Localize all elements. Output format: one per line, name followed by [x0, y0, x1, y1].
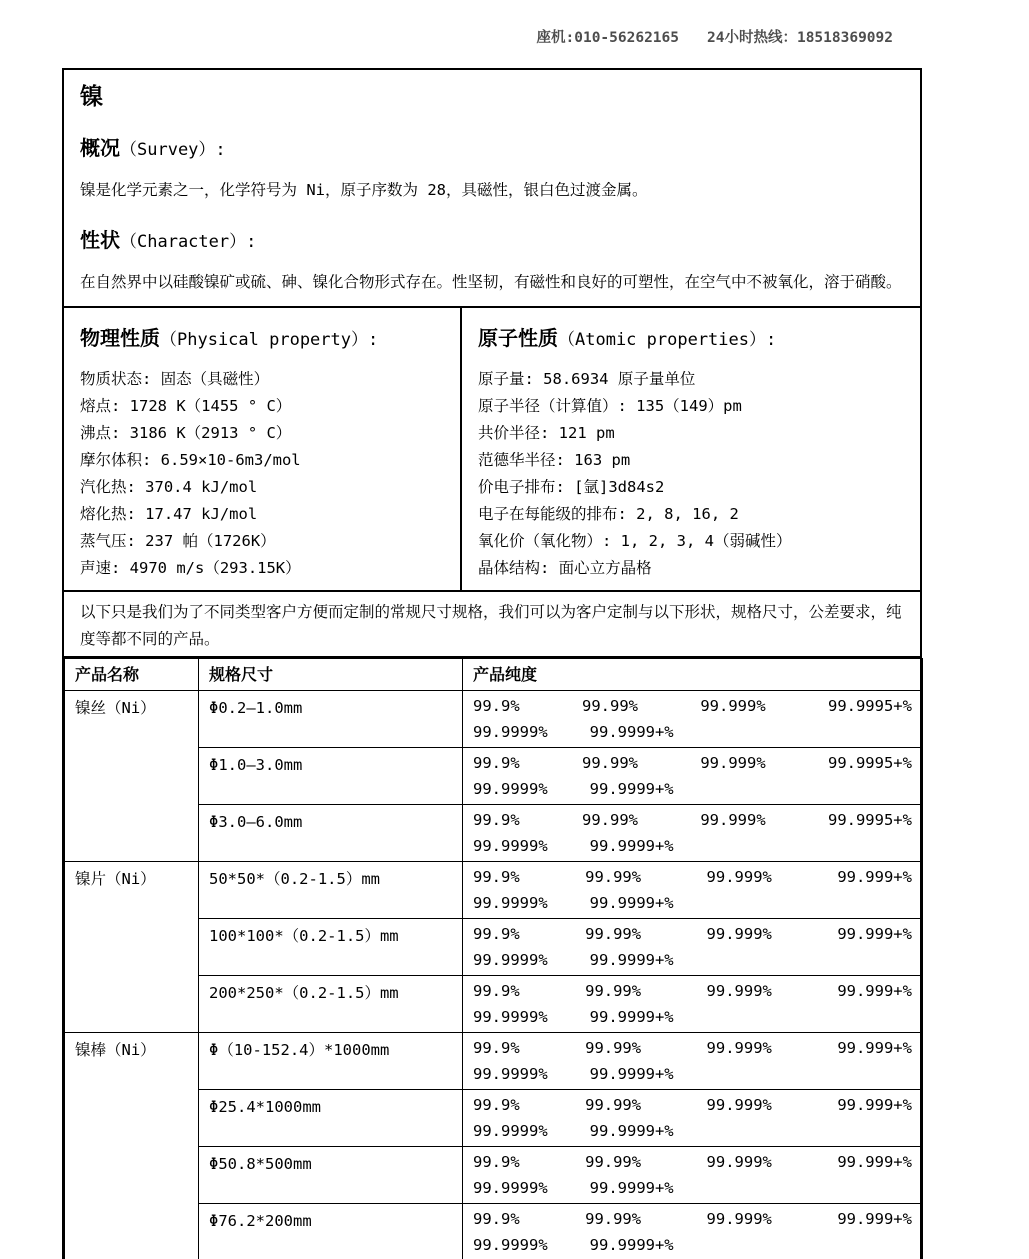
products-table: [64, 658, 923, 1259]
purity-value: 99.99%: [585, 982, 642, 1000]
purity-line: [473, 807, 912, 833]
purity-line: [473, 776, 912, 802]
purity-value: 99.999+%: [837, 925, 912, 943]
purity-value: 99.9%: [473, 754, 520, 772]
atomic-properties-panel: [462, 308, 920, 590]
properties-section: [64, 308, 920, 592]
purity-line: [473, 1035, 912, 1061]
purity-value: 99.9%: [473, 925, 520, 943]
purity-value: 99.9999%: [473, 1236, 548, 1254]
purity-value: 99.9999%: [473, 1122, 548, 1140]
purity-value: 99.9%: [473, 697, 520, 715]
physical-heading-en: （Physical property）:: [160, 330, 379, 350]
property-line: 蒸气压: 237 帕（1726K）: [80, 532, 276, 550]
purity-value: 99.99%: [585, 1153, 642, 1171]
purity-value: 99.9999%: [473, 894, 548, 912]
table-header-row: [65, 659, 923, 691]
purity-line: [473, 719, 912, 745]
purity-value: 99.999+%: [837, 1039, 912, 1057]
physical-properties-panel: [64, 308, 462, 590]
purity-line: [473, 1175, 912, 1201]
purity-value: 99.9%: [473, 1096, 520, 1114]
purity-value: 99.9999+%: [589, 837, 674, 855]
purity-line: [473, 947, 912, 973]
purity-value: 99.999%: [706, 1153, 772, 1171]
purity-value: 99.9999%: [473, 951, 548, 969]
purity-line: [473, 1092, 912, 1118]
product-group-name: 镍棒（Ni）: [65, 1033, 199, 1259]
atomic-properties-heading: [478, 324, 904, 354]
property-line: 原子半径（计算值）: 135（149）pm: [478, 397, 742, 415]
product-spec: Φ（10-152.4）*1000mm: [199, 1033, 463, 1090]
contact-hotline: 24小时热线：18518369092: [707, 30, 893, 46]
purity-line: [473, 1118, 912, 1144]
purity-value: 99.999%: [706, 1096, 772, 1114]
physical-properties-list: [80, 366, 444, 582]
purity-value: 99.9%: [473, 1153, 520, 1171]
survey-heading-en: （Survey）:: [120, 140, 226, 160]
product-purity: [463, 862, 923, 919]
purity-value: 99.99%: [585, 1210, 642, 1228]
purity-value: 99.9999+%: [589, 1008, 674, 1026]
survey-text: 镍是化学元素之一，化学符号为 Ni，原子序数为 28，具磁性，银白色过渡金属。: [80, 181, 648, 199]
purity-line: [473, 1206, 912, 1232]
table-row: [65, 862, 923, 919]
purity-value: 99.99%: [585, 868, 642, 886]
purity-value: 99.9999+%: [589, 723, 674, 741]
property-line: 声速: 4970 m/s（293.15K）: [80, 559, 301, 577]
purity-value: 99.99%: [585, 1039, 642, 1057]
purity-value: 99.999%: [706, 1039, 772, 1057]
purity-value: 99.9999%: [473, 1008, 548, 1026]
table-row: [65, 1033, 923, 1090]
purity-value: 99.999%: [700, 697, 766, 715]
purity-line: [473, 921, 912, 947]
purity-value: 99.9995+%: [827, 754, 912, 772]
purity-line: [473, 1149, 912, 1175]
purity-value: 99.9%: [473, 1039, 520, 1057]
purity-line: [473, 890, 912, 916]
purity-value: 99.999+%: [837, 1210, 912, 1228]
purity-value: 99.9%: [473, 1210, 520, 1228]
property-line: 共价半径: 121 pm: [478, 424, 615, 442]
product-purity: [463, 976, 923, 1033]
purity-value: 99.9999+%: [589, 1065, 674, 1083]
purity-line: [473, 750, 912, 776]
product-group-name: 镍片（Ni）: [65, 862, 199, 1033]
purity-value: 99.9999%: [473, 1065, 548, 1083]
property-line: 原子量: 58.6934 原子量单位: [478, 370, 696, 388]
purity-value: 99.999+%: [837, 1153, 912, 1171]
column-header-spec-size: 规格尺寸: [199, 659, 463, 691]
atomic-heading-en: （Atomic properties）:: [558, 330, 777, 350]
purity-value: 99.9%: [473, 811, 520, 829]
physical-properties-heading: [80, 324, 444, 354]
purity-value: 99.9999%: [473, 723, 548, 741]
table-row: [65, 691, 923, 748]
purity-line: [473, 833, 912, 859]
product-purity: [463, 1033, 923, 1090]
property-line: 熔点: 1728 K（1455 ° C）: [80, 397, 292, 415]
purity-value: 99.99%: [582, 811, 638, 829]
property-line: 物质状态: 固态（具磁性）: [80, 370, 270, 388]
purity-value: 99.999%: [706, 868, 772, 886]
purity-value: 99.999%: [700, 754, 766, 772]
content-box: [62, 68, 922, 1259]
product-purity: [463, 1204, 923, 1259]
product-spec: 100*100*（0.2-1.5）mm: [199, 919, 463, 976]
purity-value: 99.999%: [700, 811, 766, 829]
product-purity: [463, 805, 923, 862]
purity-value: 99.99%: [585, 925, 642, 943]
purity-value: 99.9999%: [473, 1179, 548, 1197]
purity-value: 99.9999+%: [589, 1236, 674, 1254]
product-spec: Φ0.2—1.0mm: [199, 691, 463, 748]
product-purity: [463, 919, 923, 976]
purity-value: 99.9999%: [473, 837, 548, 855]
character-text: 在自然界中以硅酸镍矿或硫、砷、镍化合物形式存在。性坚韧，有磁性和良好的可塑性，在空气中不被氧化，溶于硝酸。: [80, 273, 902, 291]
physical-heading-cn: 物理性质: [80, 326, 160, 350]
product-spec: Φ3.0—6.0mm: [199, 805, 463, 862]
survey-heading-cn: 概况: [80, 136, 120, 160]
purity-value: 99.9999%: [473, 780, 548, 798]
property-line: 沸点: 3186 K（2913 ° C）: [80, 424, 292, 442]
purity-value: 99.99%: [582, 697, 638, 715]
property-line: 价电子排布: [氩]3d84s2: [478, 478, 665, 496]
page-title: 镍: [80, 84, 103, 110]
purity-value: 99.9%: [473, 982, 520, 1000]
property-line: 晶体结构: 面心立方晶格: [478, 559, 652, 577]
purity-line: [473, 1004, 912, 1030]
purity-value: 99.9999+%: [589, 894, 674, 912]
product-group-name: 镍丝（Ni）: [65, 691, 199, 862]
purity-value: 99.9999+%: [589, 951, 674, 969]
column-header-product-name: 产品名称: [65, 659, 199, 691]
purity-value: 99.999+%: [837, 1096, 912, 1114]
product-spec: Φ50.8*500mm: [199, 1147, 463, 1204]
product-spec: 50*50*（0.2-1.5）mm: [199, 862, 463, 919]
purity-line: [473, 864, 912, 890]
purity-value: 99.9995+%: [827, 697, 912, 715]
survey-heading: [80, 134, 904, 164]
product-spec: Φ76.2*200mm: [199, 1204, 463, 1259]
property-line: 摩尔体积: 6.59×10-6m3/mol: [80, 451, 301, 469]
contact-phone: 座机:010-56262165: [536, 30, 679, 46]
character-heading-cn: 性状: [80, 228, 120, 252]
contact-info: [537, 26, 894, 47]
product-purity: [463, 1147, 923, 1204]
purity-value: 99.9999+%: [589, 1179, 674, 1197]
column-header-purity: 产品纯度: [463, 659, 923, 691]
product-spec: 200*250*（0.2-1.5）mm: [199, 976, 463, 1033]
product-purity: [463, 1090, 923, 1147]
property-line: 范德华半径: 163 pm: [478, 451, 631, 469]
purity-value: 99.999%: [706, 925, 772, 943]
purity-value: 99.99%: [585, 1096, 642, 1114]
purity-line: [473, 693, 912, 719]
property-line: 熔化热: 17.47 kJ/mol: [80, 505, 258, 523]
purity-line: [473, 978, 912, 1004]
property-line: 汽化热: 370.4 kJ/mol: [80, 478, 258, 496]
atomic-heading-cn: 原子性质: [478, 326, 558, 350]
product-purity: [463, 691, 923, 748]
product-spec: Φ1.0—3.0mm: [199, 748, 463, 805]
product-spec: Φ25.4*1000mm: [199, 1090, 463, 1147]
purity-value: 99.999%: [706, 982, 772, 1000]
character-heading-en: （Character）:: [120, 232, 257, 252]
atomic-properties-list: [478, 366, 904, 582]
purity-value: 99.999+%: [837, 982, 912, 1000]
purity-value: 99.999%: [706, 1210, 772, 1228]
custom-note: 以下只是我们为了不同类型客户方便而定制的常规尺寸规格，我们可以为客户定制与以下形状，规格尺寸，公差要求，纯度等都不同的产品。: [64, 592, 920, 658]
purity-value: 99.9999+%: [589, 1122, 674, 1140]
product-purity: [463, 748, 923, 805]
purity-value: 99.9%: [473, 868, 520, 886]
purity-value: 99.9995+%: [827, 811, 912, 829]
purity-value: 99.99%: [582, 754, 638, 772]
purity-value: 99.9999+%: [589, 780, 674, 798]
character-heading: [80, 226, 904, 256]
property-line: 氧化价（氧化物）: 1, 2, 3, 4（弱碱性）: [478, 532, 792, 550]
intro-section: [64, 70, 920, 308]
purity-line: [473, 1232, 912, 1258]
property-line: 电子在每能级的排布: 2, 8, 16, 2: [478, 505, 739, 523]
purity-line: [473, 1061, 912, 1087]
purity-value: 99.999+%: [837, 868, 912, 886]
